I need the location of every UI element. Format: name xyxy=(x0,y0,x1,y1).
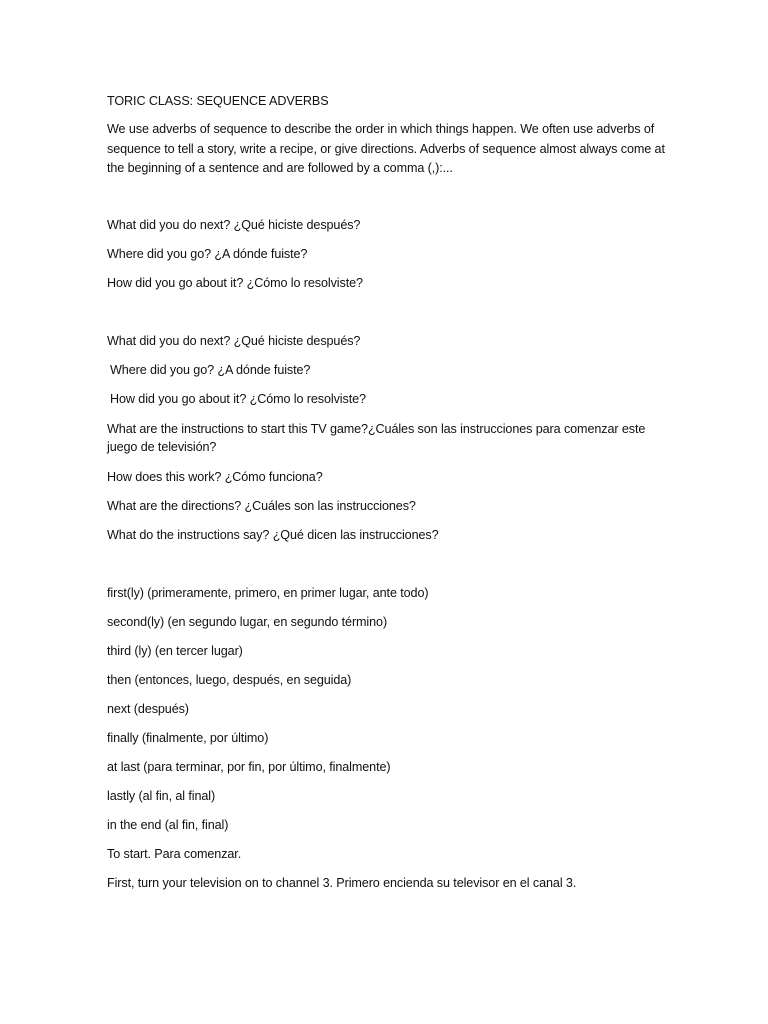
document-title: TORIC CLASS: SEQUENCE ADVERBS xyxy=(107,94,329,108)
question-line: How did you go about it? ¿Cómo lo resolviste? xyxy=(110,392,366,406)
vocabulary-line: in the end (al fin, final) xyxy=(107,818,229,832)
question-line: What did you do next? ¿Qué hiciste después? xyxy=(107,218,361,232)
question-line: How does this work? ¿Cómo funciona? xyxy=(107,470,323,484)
question-line: What do the instructions say? ¿Qué dicen las instrucciones? xyxy=(107,528,439,542)
vocabulary-line: at last (para terminar, por fin, por último, finalmente) xyxy=(107,760,391,774)
intro-paragraph: We use adverbs of sequence to describe the order in which things happen. We often use adverbs of sequence to tell a story, write a recipe, or give directions. Adverbs of sequence almost always come at the beginning of a sentence and are followed by a comma (,):... xyxy=(107,122,665,175)
vocabulary-line: finally (finalmente, por último) xyxy=(107,731,269,745)
vocabulary-line: second(ly) (en segundo lugar, en segundo término) xyxy=(107,615,388,629)
question-line: Where did you go? ¿A dónde fuiste? xyxy=(110,363,311,377)
vocabulary-line: first(ly) (primeramente, primero, en primer lugar, ante todo) xyxy=(107,586,429,600)
question-line: What did you do next? ¿Qué hiciste después? xyxy=(107,334,361,348)
vocabulary-line: lastly (al fin, al final) xyxy=(107,789,216,803)
question-line: Where did you go? ¿A dónde fuiste? xyxy=(107,247,308,261)
vocabulary-line: third (ly) (en tercer lugar) xyxy=(107,644,243,658)
question-line: What are the directions? ¿Cuáles son las instrucciones? xyxy=(107,499,416,513)
example-line: To start. Para comenzar. xyxy=(107,847,242,861)
example-line: First, turn your television on to channel 3. Primero encienda su televisor en el canal 3. xyxy=(107,876,577,890)
question-line: What are the instructions to start this TV game?¿Cuáles son las instrucciones para comenzar este juego de televisión? xyxy=(107,422,646,454)
vocabulary-line: next (después) xyxy=(107,702,189,716)
vocabulary-line: then (entonces, luego, después, en seguida) xyxy=(107,673,352,687)
question-line: How did you go about it? ¿Cómo lo resolviste? xyxy=(107,276,363,290)
